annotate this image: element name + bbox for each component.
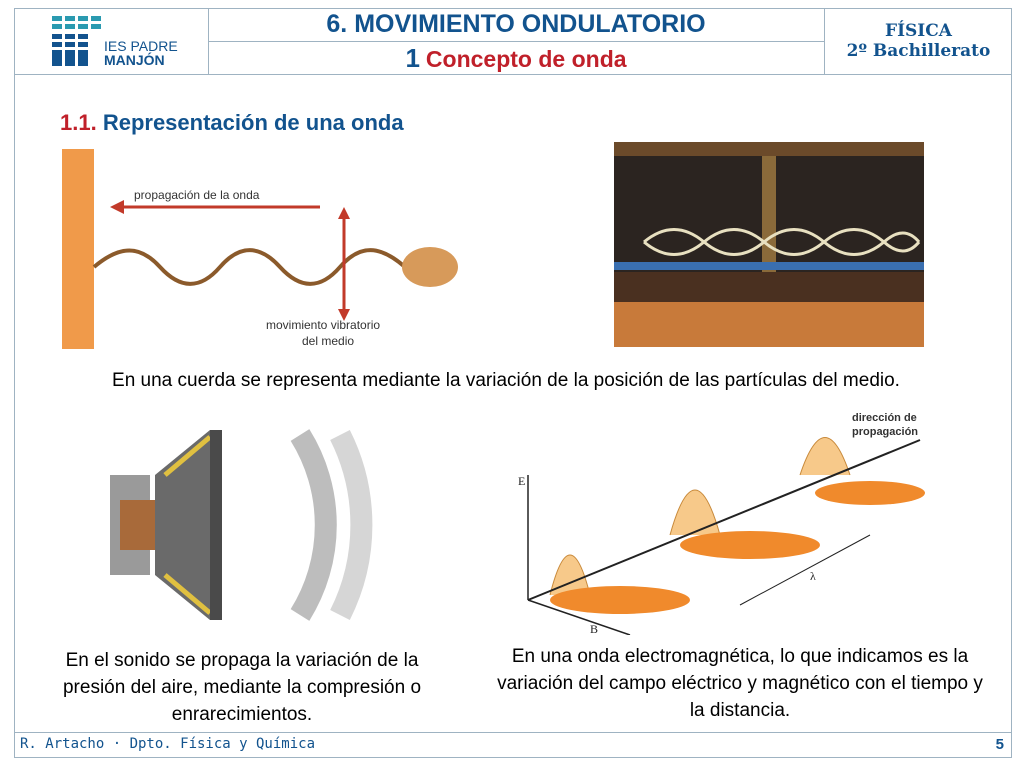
wave-rope [94,250,405,284]
slide-footer [14,732,1012,758]
lesson-number: 1 [405,43,420,73]
title-block [208,8,824,74]
school-name-line1: IES PADRE [104,38,178,54]
em-lambda-label: λ [810,569,816,583]
em-e-label: E [518,474,526,488]
school-logo [14,8,209,74]
slide-header [14,8,1012,75]
course-name: 2º Bachillerato [846,41,991,61]
sound-caption: En el sonido se propaga la variación de la presión del aire, mediante la compresión o enrarecimientos. [62,650,422,725]
loudspeaker-illustration [110,425,380,625]
vibration-arrow-up [338,207,350,219]
subject-block [825,8,1012,74]
hand-icon [402,247,458,287]
lesson-title: Concepto de onda [425,46,627,72]
vibration-label-2: del medio [302,334,355,348]
em-b-label: B [590,622,599,635]
section-heading [60,110,404,136]
propagation-label: propagación de la onda [134,188,260,202]
section-number: 1.1. [60,110,97,135]
school-name-line2: MANJÓN [104,52,165,68]
propagation-arrow-head [110,200,124,214]
section-title: Representación de una onda [102,110,404,135]
em-direction-label-2: propagación [852,426,919,438]
vibration-label-1: movimiento vibratorio [266,318,381,332]
standing-wave-photo [614,142,924,347]
em-direction-label-1: dirección de [852,412,917,424]
school-name [104,39,178,67]
lesson-title-row [208,42,825,74]
unit-title: 6. MOVIMIENTO ONDULATORIO [208,8,825,42]
em-caption: En una onda electromagnética, lo que indicamos es la variación del campo eléctrico y magnético con el tiempo y la distancia. [497,646,983,721]
page-number: 5 [995,736,1004,753]
wall-image [62,149,94,349]
footer-author: R. Artacho · Dpto. Física y Química [20,736,316,752]
em-wave-illustration [510,405,930,635]
string-caption: En una cuerda se representa mediante la variación de la posición de las partículas del medio. [112,370,900,391]
subject-name: FÍSICA [885,21,952,41]
string-wave-illustration [60,145,490,360]
